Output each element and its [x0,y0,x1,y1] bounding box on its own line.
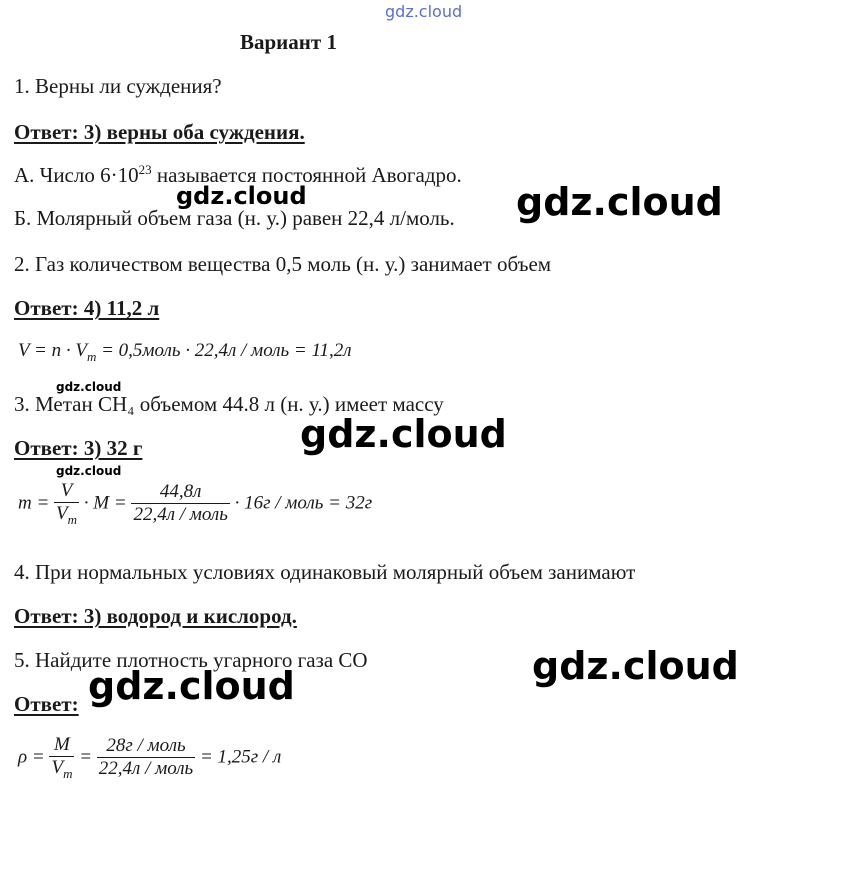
formula-3-num-2: 44,8л [159,481,202,503]
formula-3-den-1 [54,502,79,528]
answer-2: Ответ: 4) 11,2 л [14,296,160,320]
formula-5-num-1: M [54,734,70,755]
watermark-5: gdz.cloud [56,464,122,478]
formula-3-fraction-1 [54,480,79,528]
statement-b: Б. Молярный объем газа (н. у.) равен 22,4 л/моль. [14,206,455,230]
formula-3-mid: · M = [83,492,127,514]
watermark-2: gdz.cloud [516,180,723,224]
formula-3 [18,480,372,528]
formula-3-den-1-sub: m [67,511,78,527]
answer-3: Ответ: 3) 32 г [14,436,143,460]
formula-3-den-2: 22,4л / моль [133,504,228,526]
watermark-6: gdz.cloud [532,644,739,688]
watermark-1: gdz.cloud [176,182,307,210]
statement-a-exponent: 23 [138,162,152,177]
formula-2 [18,340,352,365]
question-4: 4. При нормальных условиях одинаковый молярный объем занимают [14,560,636,584]
formula-2-sub: m [86,348,97,364]
watermark-3: gdz.cloud [56,380,122,394]
formula-5-num-2: 28г / моль [106,735,186,757]
formula-5-den-1-sub: m [63,765,73,781]
statement-a-rest: называется постоянной Авогадро. [151,163,462,187]
question-5: 5. Найдите плотность угарного газа CO [14,648,368,672]
formula-5-den-2: 22,4л / моль [98,758,194,780]
formula-5-den-1 [49,756,74,782]
formula-5-rest: = 1,25г / л [199,746,282,768]
formula-5-fraction-1 [49,734,74,782]
question-2: 2. Газ количеством вещества 0,5 моль (н. у.) занимает объем [14,252,552,276]
watermark-top: gdz.cloud [385,2,463,21]
answer-4: Ответ: 3) водород и кислород. [14,604,297,628]
question-3: 3. Метан CH₄ объемом 44.8 л (н. у.) имеет массу [14,392,444,416]
formula-5-den-1-text: V [51,757,64,778]
formula-5-eq: = [79,746,93,768]
page-title: Вариант 1 [240,30,337,54]
formula-3-rest: · 16г / моль = 32г [234,492,373,514]
formula-2-rhs: = 0,5моль · 22,4л / моль = 11,2л [96,340,352,361]
watermark-4: gdz.cloud [300,412,507,456]
formula-3-num-1: V [60,480,73,501]
formula-3-fraction-2 [131,481,229,526]
watermark-7: gdz.cloud [88,664,295,708]
answer-5: Ответ: [14,692,79,716]
answer-1: Ответ: 3) верны оба суждения. [14,120,305,144]
formula-3-lhs: m = [18,492,50,514]
formula-3-den-1-text: V [56,503,68,524]
formula-5-lhs: ρ = [18,746,45,768]
question-1: 1. Верны ли суждения? [14,74,222,98]
statement-a-text: А. Число 6·10 [14,163,139,187]
formula-5 [18,734,281,782]
formula-5-fraction-2 [97,735,195,780]
formula-2-lhs: V = n · V [18,340,87,361]
